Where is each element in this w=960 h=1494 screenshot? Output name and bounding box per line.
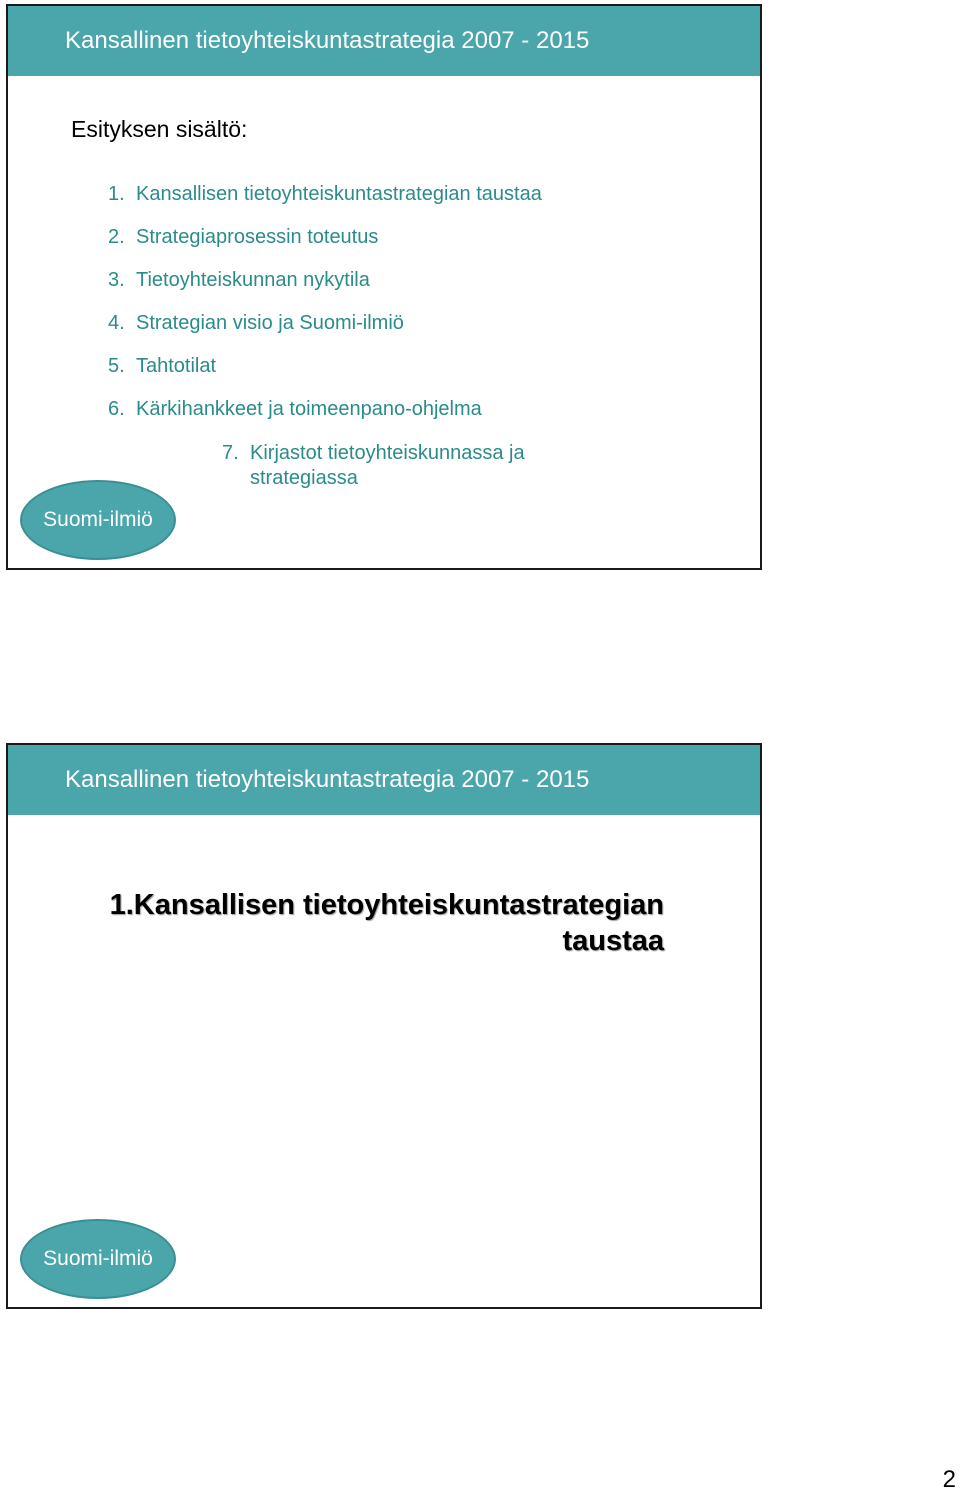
slide-banner: Kansallinen tietoyhteiskuntastrategia 2007 - 2015 xyxy=(8,745,760,815)
agenda-item: 5. Tahtotilat xyxy=(108,355,217,377)
agenda-item: 2. Strategiaprosessin toteutus xyxy=(108,226,379,248)
slide-1 xyxy=(6,4,762,570)
agenda-item: 3. Tietoyhteiskunnan nykytila xyxy=(108,269,370,291)
agenda-item: 7. Kirjastot tietoyhteiskunnassa ja strategiassa xyxy=(222,442,525,489)
slide-banner: Kansallinen tietoyhteiskuntastrategia 2007 - 2015 xyxy=(8,6,760,76)
page-number: 2 xyxy=(942,1466,956,1493)
agenda-item: 1. Kansallisen tietoyhteiskuntastrategian taustaa xyxy=(108,183,542,205)
slide-title xyxy=(54,887,664,959)
slide-title-line-2: taustaa xyxy=(562,925,664,957)
agenda-item: 4. Strategian visio ja Suomi-ilmiö xyxy=(108,312,404,334)
slide-2 xyxy=(6,743,762,1309)
slide-title-line-1: 1.Kansallisen tietoyhteiskuntastrategian xyxy=(109,889,664,921)
slide-heading: Esityksen sisältö: xyxy=(71,116,248,142)
agenda-item: 6. Kärkihankkeet ja toimeenpano-ohjelma xyxy=(108,398,482,420)
suomi-ilmio-logo: Suomi-ilmiö xyxy=(20,480,176,560)
suomi-ilmio-logo: Suomi-ilmiö xyxy=(20,1219,176,1299)
